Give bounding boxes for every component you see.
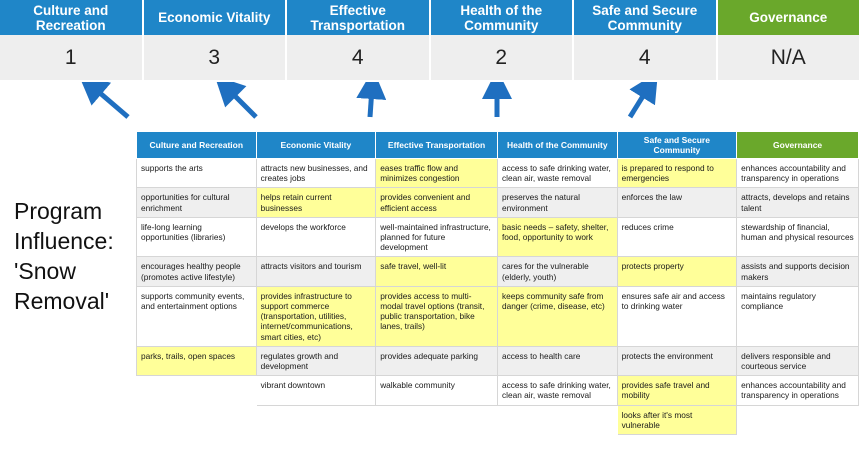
- scorecard-strip: [0, 0, 859, 82]
- matrix-cell: [137, 376, 257, 405]
- matrix-cell: provides adequate parking: [376, 346, 498, 375]
- matrix-cell: helps retain current businesses: [256, 188, 376, 217]
- matrix-cell: regulates growth and development: [256, 346, 376, 375]
- matrix-cell: cares for the vulnerable (elderly, youth): [497, 257, 617, 286]
- score-effective-transportation: 4: [287, 35, 431, 80]
- table-row: [137, 286, 859, 346]
- matrix-col-culture-and-recreation: Culture and Recreation: [137, 132, 257, 159]
- matrix-cell: life-long learning opportunities (libraries): [137, 217, 257, 257]
- matrix-cell: encourages healthy people (promotes active lifestyle): [137, 257, 257, 286]
- program-influence-line-2: Influence:: [14, 228, 114, 254]
- matrix-cell: enforces the law: [617, 188, 737, 217]
- matrix-cell: looks after it's most vulnerable: [617, 405, 737, 434]
- scorecard-score-row: [0, 35, 859, 80]
- scorecard-header-safe-and-secure-community: Safe and Secure Community: [574, 0, 718, 35]
- scorecard-header-economic-vitality: Economic Vitality: [144, 0, 288, 35]
- scorecard-header-row: [0, 0, 859, 35]
- matrix-cell: ensures safe air and access to drinking water: [617, 286, 737, 346]
- matrix-cell: [256, 405, 376, 434]
- matrix-col-safe-and-secure-community: Safe and Secure Community: [617, 132, 737, 159]
- matrix-cell: is prepared to respond to emergencies: [617, 159, 737, 188]
- score-health-of-the-community: 2: [431, 35, 575, 80]
- matrix-cell: well-maintained infrastructure, planned for future development: [376, 217, 498, 257]
- matrix-body: [137, 159, 859, 435]
- table-row: [137, 405, 859, 434]
- matrix-cell: attracts new businesses, and creates jobs: [256, 159, 376, 188]
- matrix-cell: attracts visitors and tourism: [256, 257, 376, 286]
- matrix-cell: basic needs – safety, shelter, food, opportunity to work: [497, 217, 617, 257]
- matrix-cell: provides safe travel and mobility: [617, 376, 737, 405]
- scorecard-header-governance: Governance: [718, 0, 859, 35]
- matrix-cell: develops the workforce: [256, 217, 376, 257]
- matrix-cell: opportunities for cultural enrichment: [137, 188, 257, 217]
- arrow-icon-culture-and-recreation: [93, 87, 128, 117]
- matrix-cell: supports the arts: [137, 159, 257, 188]
- matrix-cell: safe travel, well-lit: [376, 257, 498, 286]
- score-culture-and-recreation: 1: [0, 35, 144, 80]
- matrix-header-row: [137, 132, 859, 159]
- table-row: [137, 257, 859, 286]
- matrix-cell: assists and supports decision makers: [737, 257, 859, 286]
- influence-matrix-table: [136, 131, 859, 435]
- matrix-col-health-of-the-community: Health of the Community: [497, 132, 617, 159]
- matrix-cell: delivers responsible and courteous service: [737, 346, 859, 375]
- program-influence-line-3: 'Snow: [14, 258, 76, 284]
- table-row: [137, 346, 859, 375]
- scorecard-header-health-of-the-community: Health of the Community: [431, 0, 575, 35]
- matrix-cell: provides infrastructure to support commerce (transportation, utilities, internet/communications, smart cities, etc): [256, 286, 376, 346]
- matrix-cell: preserves the natural environment: [497, 188, 617, 217]
- matrix-cell: eases traffic flow and minimizes congestion: [376, 159, 498, 188]
- matrix-cell: attracts, develops and retains talent: [737, 188, 859, 217]
- matrix-cell: vibrant downtown: [256, 376, 376, 405]
- matrix-cell: [737, 405, 859, 434]
- matrix-cell: reduces crime: [617, 217, 737, 257]
- matrix-cell: [376, 405, 498, 434]
- arrow-icon-economic-vitality: [228, 89, 256, 117]
- arrow-group: [0, 82, 859, 130]
- matrix-col-governance: Governance: [737, 132, 859, 159]
- score-safe-and-secure-community: 4: [574, 35, 718, 80]
- score-governance: N/A: [770, 45, 806, 69]
- matrix-cell: provides convenient and efficient access: [376, 188, 498, 217]
- matrix-cell: protects the environment: [617, 346, 737, 375]
- arrow-icon-safe-and-secure-community: [630, 88, 648, 117]
- scorecard-header-culture-and-recreation: Culture and Recreation: [0, 0, 144, 35]
- matrix-cell: access to health care: [497, 346, 617, 375]
- matrix-cell: keeps community safe from danger (crime, disease, etc): [497, 286, 617, 346]
- table-row: [137, 376, 859, 405]
- matrix-cell: stewardship of financial, human and physical resources: [737, 217, 859, 257]
- matrix-cell: enhances accountability and transparency in operations: [737, 159, 859, 188]
- matrix-cell: provides access to multi-modal travel options (transit, public transportation, bike lanes, trails): [376, 286, 498, 346]
- matrix-cell: access to safe drinking water, clean air, waste removal: [497, 376, 617, 405]
- matrix-cell: protects property: [617, 257, 737, 286]
- matrix-cell: walkable community: [376, 376, 498, 405]
- program-influence-line-4: Removal': [14, 288, 110, 314]
- matrix-cell: access to safe drinking water, clean air, waste removal: [497, 159, 617, 188]
- matrix-col-economic-vitality: Economic Vitality: [256, 132, 376, 159]
- matrix-cell: parks, trails, open spaces: [137, 346, 257, 375]
- matrix-cell: [137, 405, 257, 434]
- table-row: [137, 217, 859, 257]
- program-influence-line-1: Program: [14, 198, 103, 224]
- table-row: [137, 159, 859, 188]
- matrix-cell: supports community events, and entertainment options: [137, 286, 257, 346]
- scorecard-header-effective-transportation: Effective Transportation: [287, 0, 431, 35]
- matrix-col-effective-transportation: Effective Transportation: [376, 132, 498, 159]
- table-row: [137, 188, 859, 217]
- matrix-cell: maintains regulatory compliance: [737, 286, 859, 346]
- matrix-cell: [497, 405, 617, 434]
- matrix-header: [137, 132, 859, 159]
- matrix-cell: enhances accountability and transparency in operations: [737, 376, 859, 405]
- score-economic-vitality: 3: [144, 35, 288, 80]
- program-influence-label: [14, 196, 134, 316]
- arrow-icon-effective-transportation: [370, 88, 372, 117]
